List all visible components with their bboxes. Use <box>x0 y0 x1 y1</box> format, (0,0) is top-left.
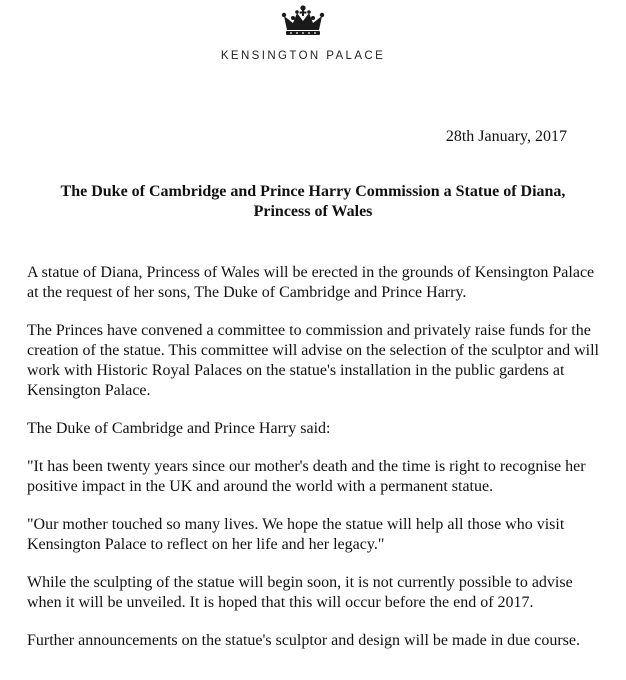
title-line: Princess of Wales <box>253 203 373 220</box>
quote-paragraph: "It has been twenty years since our mother's death and the time is right to recognise her positive impact in the UK and around the world with a permanent statue. <box>27 458 586 495</box>
letter-title <box>20 182 606 222</box>
body-paragraph: Further announcements on the statue's sculptor and design will be made in due course. <box>27 632 580 649</box>
letter-body <box>27 263 602 669</box>
quote-paragraph: "Our mother touched so many lives. We hope the statue will help all those who visit Kensington Palace to reflect on her life and her legacy." <box>27 516 565 553</box>
body-paragraph: The Princes have convened a committee to commission and privately raise funds for the creation of the statue. This committee will advise on the selection of the sculptor and will work with Historic Royal Palaces on the statue's installation in the public gardens at Kensington Palace. <box>27 322 599 399</box>
body-paragraph: The Duke of Cambridge and Prince Harry said: <box>27 420 331 437</box>
crown-icon <box>273 4 333 38</box>
body-paragraph: While the sculpting of the statue will begin soon, it is not currently possible to advise when it will be unveiled. It is hoped that this will occur before the end of 2017. <box>27 574 573 611</box>
body-paragraph: A statue of Diana, Princess of Wales will be erected in the grounds of Kensington Palace at the request of her sons, The Duke of Cambridge and Prince Harry. <box>27 264 595 301</box>
organization-name: KENSINGTON PALACE <box>220 50 386 62</box>
letter-date: 28th January, 2017 <box>445 128 567 145</box>
title-line: The Duke of Cambridge and Prince Harry Commission a Statue of Diana, <box>60 183 566 200</box>
